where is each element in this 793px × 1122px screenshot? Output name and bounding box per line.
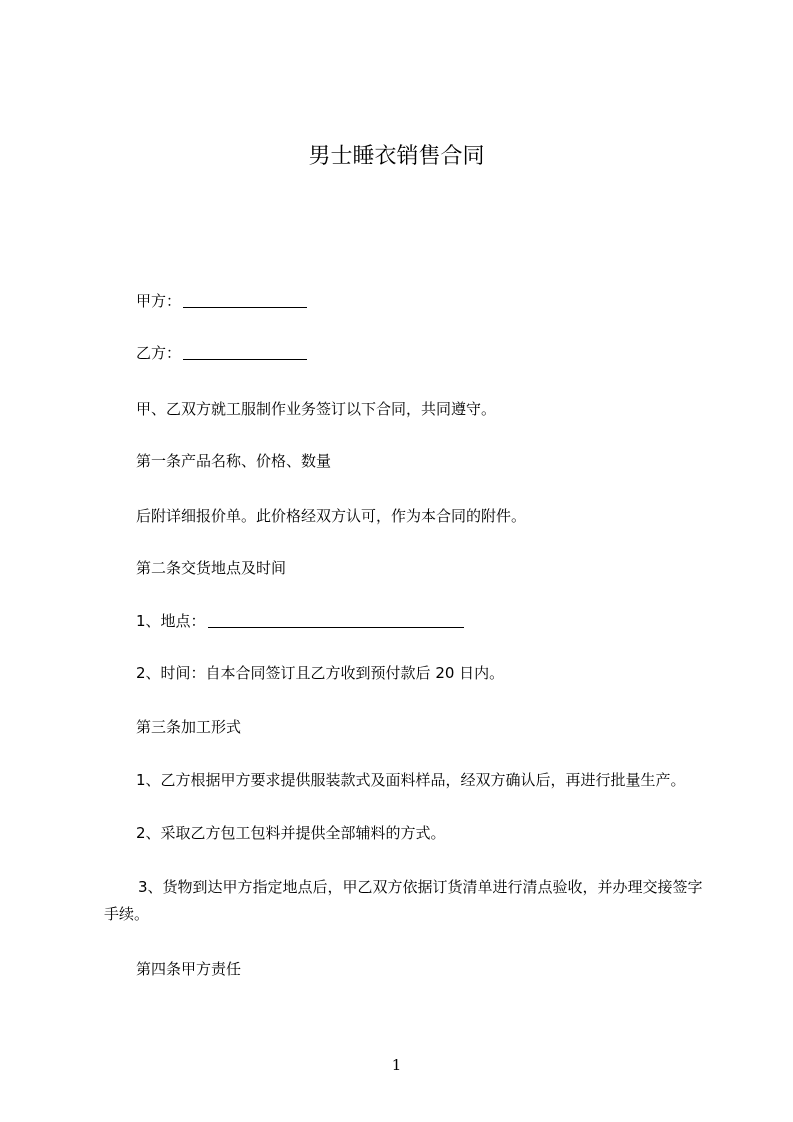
article1-text: 后附详细报价单。此价格经双方认可，作为本合同的附件。 <box>136 507 527 525</box>
party-a-line <box>136 290 307 312</box>
article1-heading: 第一条产品名称、价格、数量 <box>136 452 332 470</box>
article3-item2: 2、采取乙方包工包料并提供全部辅料的方式。 <box>136 824 446 842</box>
party-a-label: 甲方： <box>136 292 182 310</box>
party-a-blank <box>183 292 307 308</box>
article3-heading: 第三条加工形式 <box>136 718 242 736</box>
party-b-blank <box>183 344 307 360</box>
article2-item1-label: 1、地点： <box>136 612 206 630</box>
article2-item2: 2、时间：自本合同签订且乙方收到预付款后 20 日内。 <box>136 664 505 682</box>
article3-item1: 1、乙方根据甲方要求提供服装款式及面料样品，经双方确认后，再进行批量生产。 <box>136 771 686 789</box>
intro-paragraph: 甲、乙双方就工服制作业务签订以下合同，共同遵守。 <box>136 400 497 418</box>
article4-heading: 第四条甲方责任 <box>136 960 242 978</box>
article2-heading: 第二条交货地点及时间 <box>136 559 287 577</box>
page-number: 1 <box>391 1056 402 1074</box>
article3-item3: 3、货物到达甲方指定地点后，甲乙双方依据订货清单进行清点验收，并办理交接签字手续。 <box>104 878 703 923</box>
party-b-label: 乙方： <box>136 344 182 362</box>
document-title: 男士睡衣销售合同 <box>308 144 485 169</box>
party-b-line <box>136 342 307 364</box>
location-blank <box>208 612 464 628</box>
article2-item1-line <box>136 610 464 632</box>
